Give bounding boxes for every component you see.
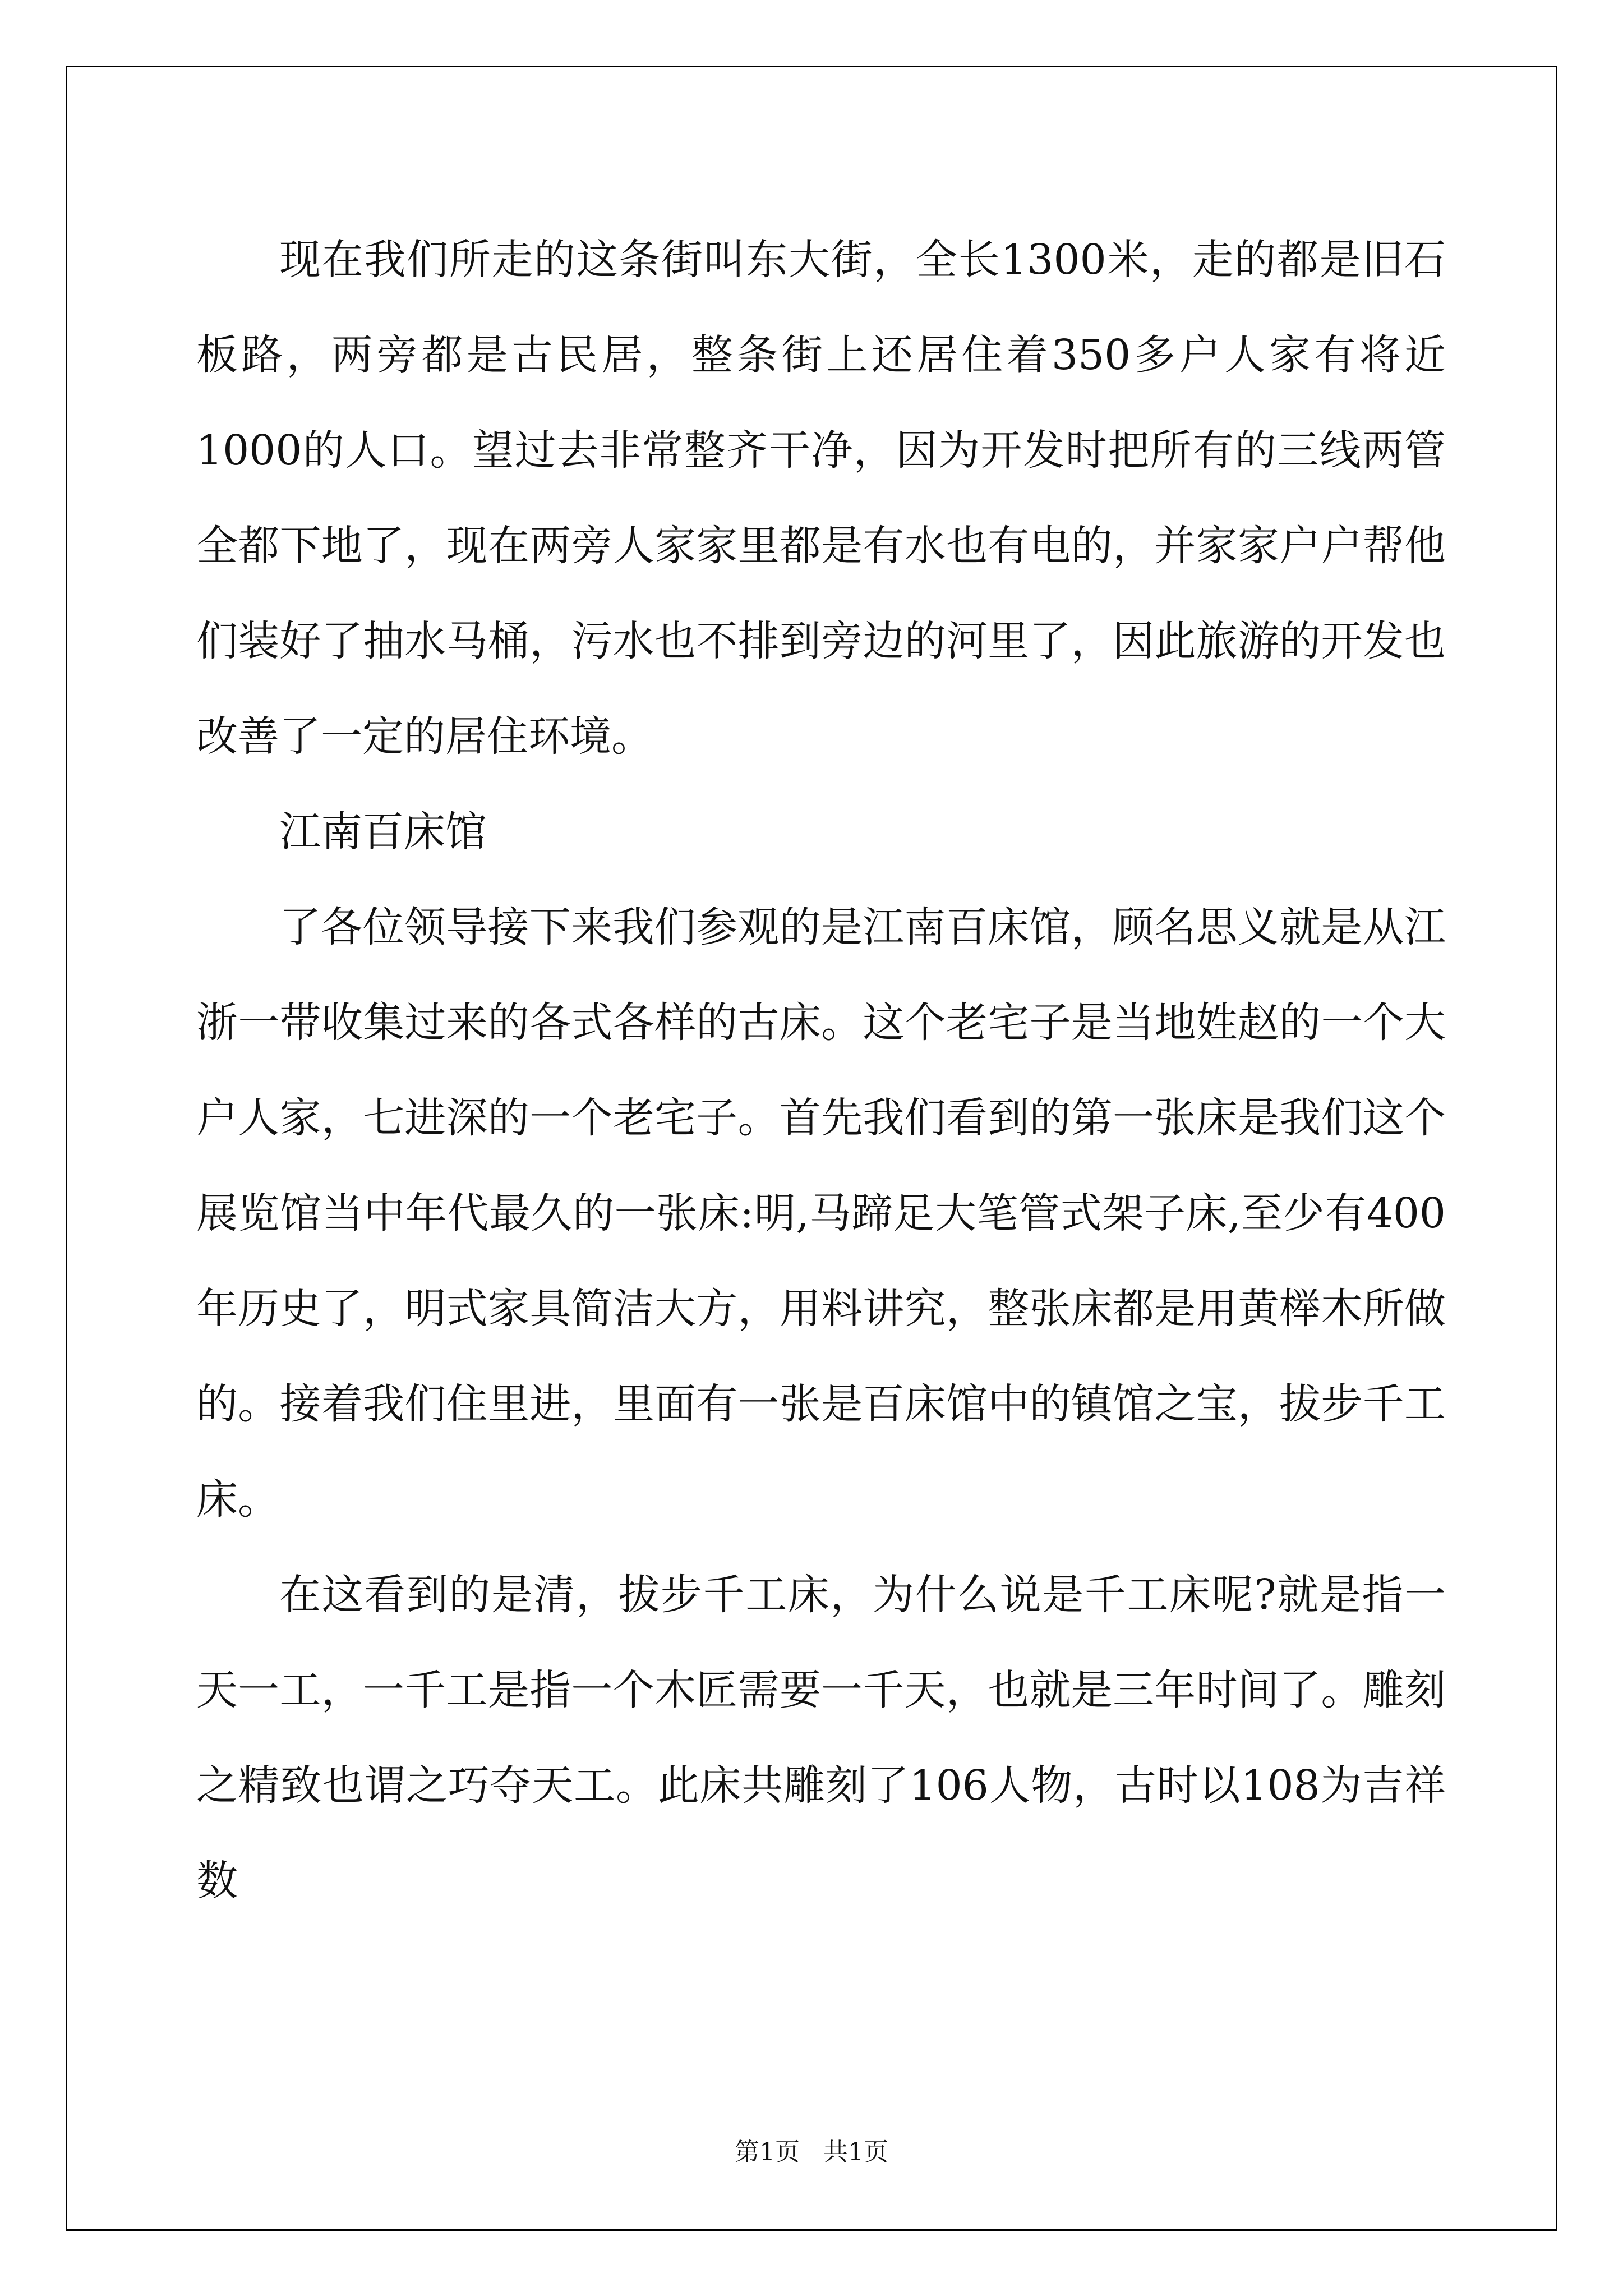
paragraph-baichuangguan: 了各位领导接下来我们参观的是江南百床馆，顾名思义就是从江浙一带收集过来的各式各样的古床。这个老宅子是当地姓赵的一个大户人家，七进深的一个老宅子。首先我们看到的第一张床是我们这个展览馆当中年代最久的一张床:明,马蹄足大笔管式架子床,至少有400年历史了，明式家具简洁大方，用料讲究，整张床都是用黄榉木所做的。接着我们住里进，里面有一张是百床馆中的镇馆之宝，拔步千工床。 bbox=[196, 903, 1446, 1524]
document-body bbox=[196, 212, 1446, 1929]
section-heading: 江南百床馆 bbox=[279, 808, 487, 856]
paragraph-dongdajie: 现在我们所走的这条街叫东大街，全长1300米，走的都是旧石板路，两旁都是古民居，整条街上还居住着350多户人家有将近1000的人口。望过去非常整齐干净，因为开发时把所有的三线两管全都下地了，现在两旁人家家里都是有水也有电的，并家家户户帮他们装好了抽水马桶，污水也不排到旁边的河里了，因此旅游的开发也改善了一定的居住环境。 bbox=[196, 236, 1446, 761]
paragraph-qiangongchuang: 在这看到的是清，拔步千工床，为什么说是千工床呢?就是指一天一工，一千工是指一个木匠需要一千天，也就是三年时间了。雕刻之精致也谓之巧夺天工。此床共雕刻了106人物，古时以108为吉祥数 bbox=[196, 1571, 1446, 1905]
page-footer: 第1页 共1页 bbox=[735, 2138, 888, 2166]
